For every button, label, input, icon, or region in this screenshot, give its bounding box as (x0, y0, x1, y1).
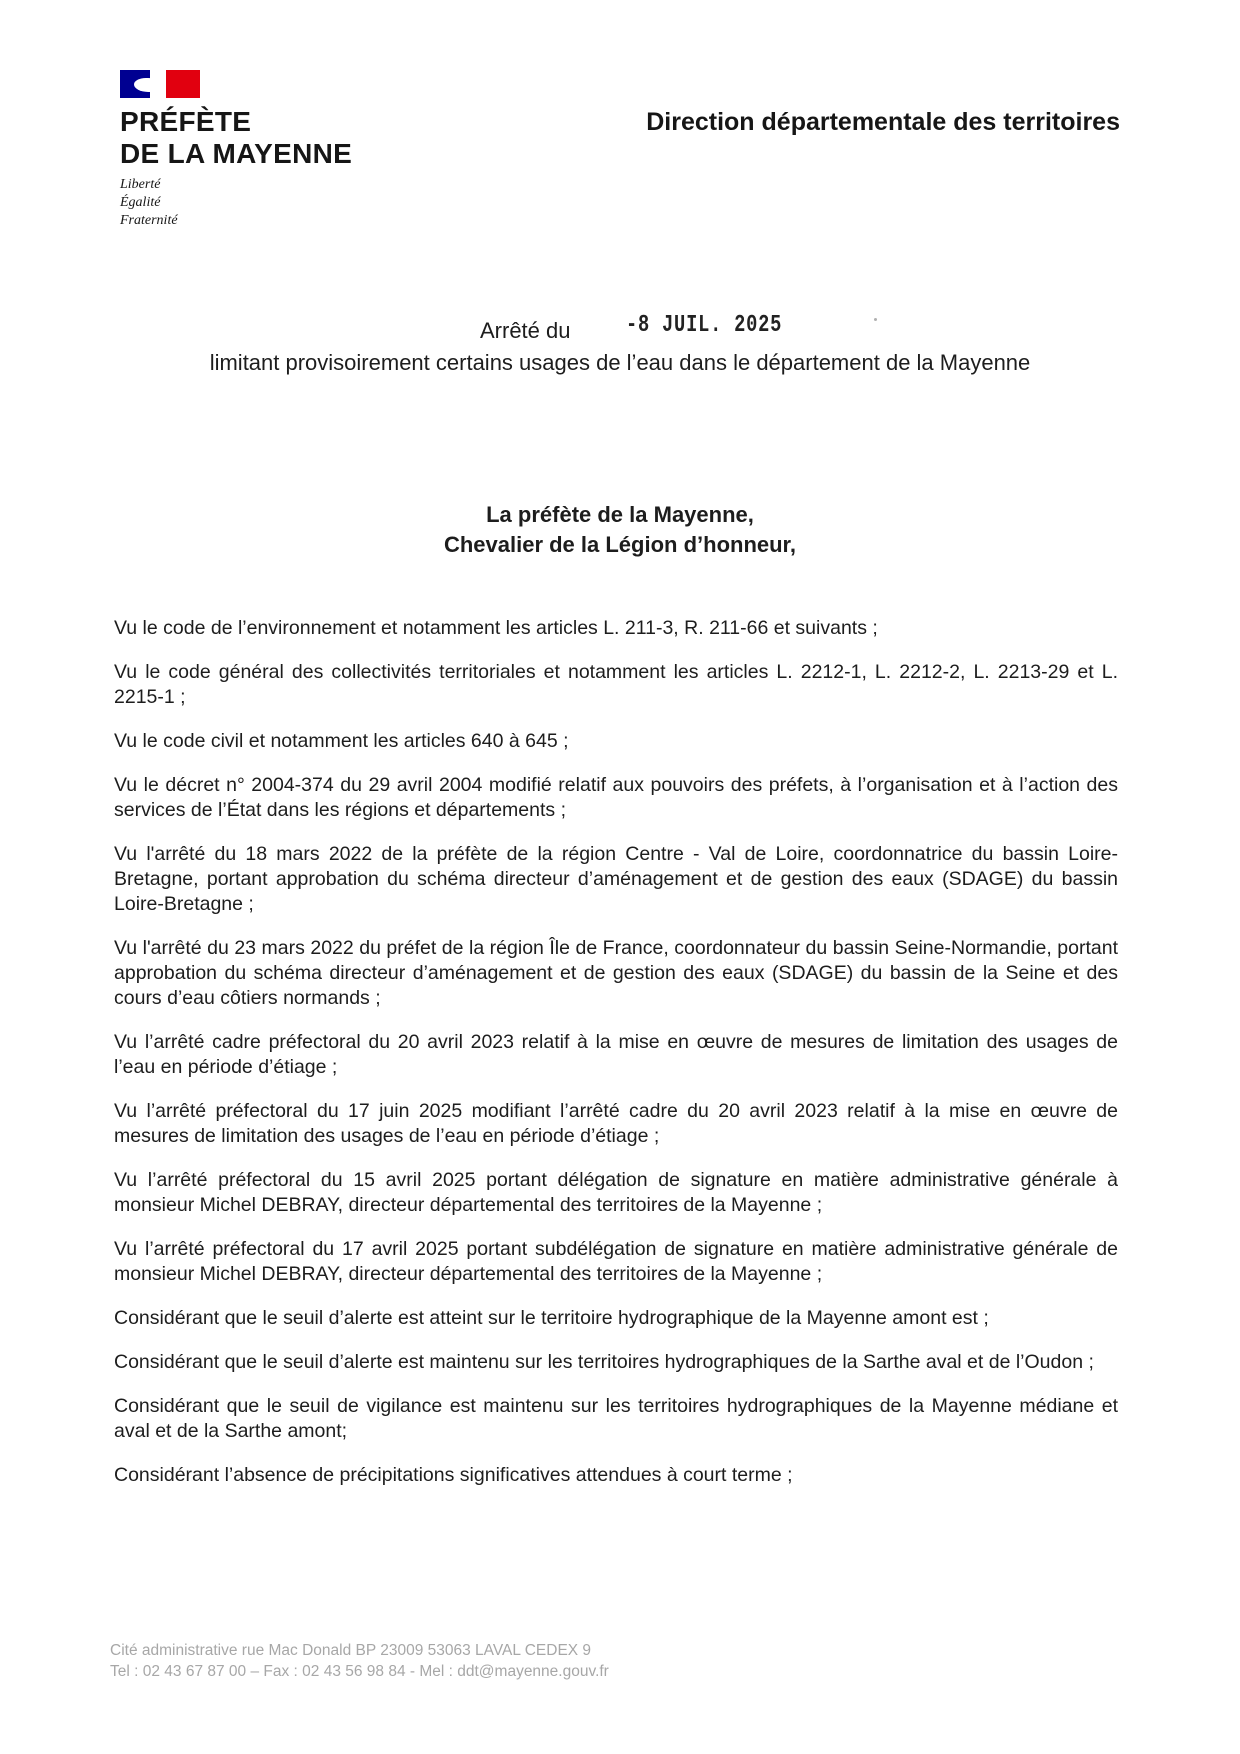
considerant-paragraph: Considérant que le seuil d’alerte est maintenu sur les territoires hydrographiques de la Sarthe aval et de l’Oudon ; (114, 1351, 1094, 1373)
recital-paragraph: Vu l’arrêté préfectoral du 15 avril 2025 portant délégation de signature en matière administrative générale à monsieur Michel DEBRAY, directeur départemental des territoires de la Mayenne ; (114, 1169, 1118, 1216)
footer-address: Cité administrative rue Mac Donald BP 23009 53063 LAVAL CEDEX 9 (110, 1642, 592, 1659)
motto-fraternite: Fraternité (120, 213, 178, 228)
org-title-line1: PRÉFÈTE (120, 106, 252, 137)
recital-paragraph: Vu le code civil et notamment les articles 640 à 645 ; (114, 730, 569, 752)
recital-paragraph: Vu l’arrêté préfectoral du 17 juin 2025 modifiant l’arrêté cadre du 20 avril 2023 relatif à la mise en œuvre de mesures de limitation des usages de l’eau en période d’étiage ; (114, 1100, 1118, 1147)
flag-red-band (166, 70, 200, 98)
org-title (120, 106, 352, 170)
footer-contact (110, 1640, 609, 1682)
recital-paragraph: Vu le décret n° 2004-374 du 29 avril 2004 modifié relatif aux pouvoirs des préfets, à l’organisation et à l’action des services de l’État dans les régions et départements ; (114, 774, 1118, 821)
authority-block (0, 500, 1240, 560)
flag-white-band (150, 70, 166, 98)
motto-liberte: Liberté (120, 177, 161, 192)
footer-phone-email: Tel : 02 43 67 87 00 – Fax : 02 43 56 98 84 - Mel : ddt@mayenne.gouv.fr (110, 1663, 609, 1680)
republic-motto (120, 176, 352, 230)
recital-paragraph: Vu l'arrêté du 18 mars 2022 de la préfète de la région Centre - Val de Loire, coordonnatrice du bassin Loire-Bretagne, portant approbation du schéma directeur d’aménagement et de gestion des eaux (SDAGE) du bassin Loire-Bretagne ; (114, 843, 1118, 915)
considerant-paragraph: Considérant que le seuil de vigilance est maintenu sur les territoires hydrographiques de la Mayenne médiane et aval et de la Sarthe amont; (114, 1395, 1118, 1442)
authority-line2: Chevalier de la Légion d’honneur, (443, 532, 797, 557)
recital-paragraph: Vu l'arrêté du 23 mars 2022 du préfet de la région Île de France, coordonnateur du bassin Seine-Normandie, portant approbation du schéma directeur d’aménagement et de gestion des eaux (SDAGE) du bassin de la Seine et des cours d’eau côtiers normands ; (114, 937, 1118, 1009)
scan-artifact (874, 318, 877, 321)
date-stamp: -8 JUIL. 2025 (626, 312, 783, 339)
flag-blue-band (120, 70, 150, 98)
arrete-label: Arrêté du (480, 318, 571, 343)
org-title-line2: DE LA MAYENNE (120, 138, 353, 169)
motto-egalite: Égalité (120, 195, 161, 210)
considerant-paragraph: Considérant l’absence de précipitations significatives attendues à court terme ; (114, 1464, 793, 1486)
authority-line1: La préfète de la Mayenne, (486, 502, 754, 527)
recital-paragraph: Vu le code de l’environnement et notamment les articles L. 211-3, R. 211-66 et suivants ; (114, 617, 878, 639)
recital-paragraph: Vu l’arrêté préfectoral du 17 avril 2025 portant subdélégation de signature en matière administrative générale de monsieur Michel DEBRAY, directeur départemental des territoires de la Mayenne ; (114, 1238, 1118, 1285)
considerant-paragraph: Considérant que le seuil d’alerte est atteint sur le territoire hydrographique de la Mayenne amont est ; (114, 1307, 989, 1329)
marianne-flag-icon (120, 70, 200, 98)
recital-paragraph: Vu le code général des collectivités territoriales et notamment les articles L. 2212-1, L. 2212-2, L. 2213-29 et L. 2215-1 ; (114, 661, 1118, 708)
recitals (114, 616, 1118, 1507)
directorate-title: Direction départementale des territoires (646, 108, 1120, 136)
arrete-subject: limitant provisoirement certains usages de l’eau dans le département de la Mayenne (209, 350, 1031, 375)
prefecture-logo (120, 70, 352, 230)
recital-paragraph: Vu l’arrêté cadre préfectoral du 20 avril 2023 relatif à la mise en œuvre de mesures de limitation des usages de l’eau en période d’étiage ; (114, 1031, 1118, 1078)
